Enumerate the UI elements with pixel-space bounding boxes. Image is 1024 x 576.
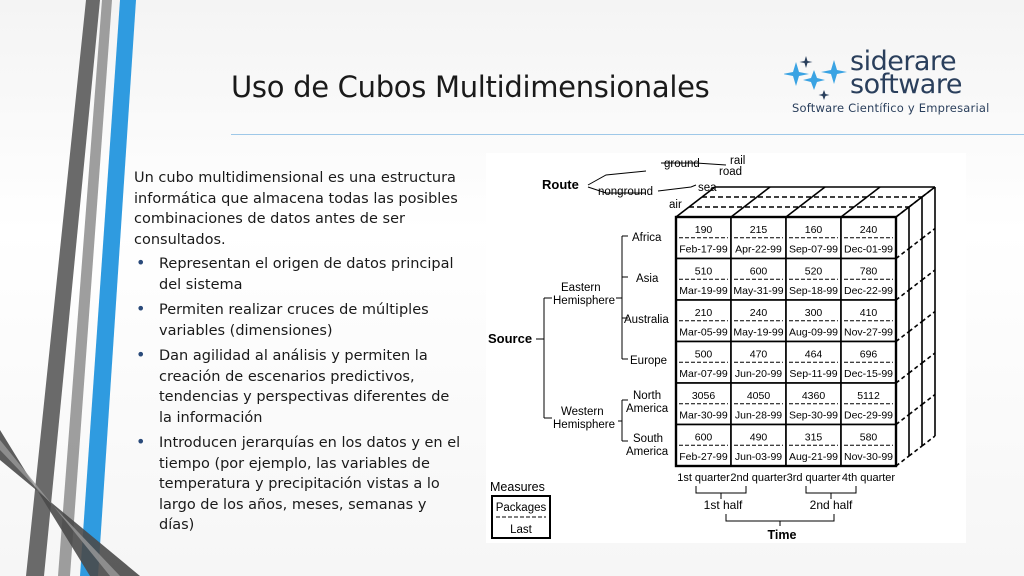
region-australia: Australia [624, 314, 669, 326]
logo-wordmark-line2: software [850, 69, 962, 100]
cell-last-date: Mar-19-99 [679, 285, 728, 297]
region-north-america: America [626, 403, 669, 415]
cell-packages-value: 300 [804, 306, 823, 319]
cell-last-date: Feb-27-99 [679, 451, 728, 463]
measures-label: Measures [490, 480, 545, 494]
time-bracket [726, 514, 834, 526]
bullet-text: Introducen jerarquías en los datos y en el tiempo (por ejemplo, las variables de temperatura y precipitación vistas a lo largo de los años, meses, semanas y días) [159, 435, 461, 533]
intro-paragraph: Un cubo multidimensional es una estructura informática que almacena todas las posibles combinaciones de datos antes de ser consultados. [134, 170, 458, 248]
cell-packages-value: 210 [694, 306, 713, 319]
route-nonground: nonground [598, 186, 653, 198]
cube-edge [896, 290, 909, 300]
cube-edge [922, 436, 935, 446]
cell-last-date: Jun-28-99 [734, 409, 783, 422]
company-logo [782, 46, 990, 120]
cube-edge [689, 197, 702, 207]
cube-edge [909, 405, 922, 415]
logo-wordmark-line1: siderare [850, 46, 957, 77]
cube-edge [799, 197, 812, 207]
cell-last-date: Dec-01-99 [843, 243, 894, 256]
cell-packages-value: 780 [859, 265, 878, 278]
source-group-western: Hemisphere [553, 419, 615, 431]
source-label: Source [488, 331, 533, 346]
logo-tagline: Software Científico y Empresarial [792, 101, 990, 115]
cube-edge [909, 322, 922, 332]
cell-last-date: Aug-21-99 [788, 451, 839, 463]
decorative-stripes [0, 0, 140, 576]
cell-packages-value: 315 [804, 431, 823, 444]
bullet-list [134, 254, 464, 536]
bullet-item [134, 254, 464, 295]
bullet-icon: • [136, 253, 146, 272]
route-air: air [669, 199, 682, 211]
cell-packages-value: 240 [749, 306, 768, 319]
region-europe: Europe [630, 355, 668, 367]
cell-last-date: Sep-07-99 [788, 243, 839, 256]
region-south-america: South [633, 433, 664, 445]
cell-packages-value: 3056 [691, 389, 716, 402]
cell-last-date: Sep-18-99 [788, 285, 839, 297]
cell-packages-value: 464 [804, 348, 823, 361]
cell-packages-value: 510 [694, 265, 713, 278]
cube-edge [841, 207, 854, 217]
region-south-america: America [626, 446, 669, 458]
cube-edge [922, 312, 935, 322]
cell-packages-value: 696 [859, 348, 878, 361]
region-north-america: North [633, 390, 662, 402]
cube-edge [867, 187, 880, 197]
cell-last-date: Aug-09-99 [788, 326, 839, 339]
bullet-text: Dan agilidad al análisis y permiten la creación de escenarios predictivos, tendencias y perspectivas diferentes de la información [159, 348, 450, 426]
bullet-item [134, 300, 464, 341]
bullet-text: Permiten realizar cruces de múltiples variables (dimensiones) [159, 302, 429, 339]
bullet-icon: • [136, 299, 146, 318]
cell-packages-value: 190 [694, 223, 713, 236]
cell-packages-value: 4050 [746, 389, 771, 402]
cell-last-date: Feb-17-99 [679, 243, 728, 256]
cell-packages-value: 600 [694, 431, 713, 444]
cell-packages-value: 500 [694, 348, 713, 361]
cell-last-date: Sep-11-99 [789, 368, 838, 380]
slide-title: Uso de Cubos Multidimensionales [231, 70, 710, 104]
route-road: road [719, 166, 743, 178]
cube-edge [896, 249, 909, 259]
cell-packages-value: 5112 [857, 389, 880, 402]
source-group-eastern: Eastern [561, 282, 601, 294]
eastern-bracket [616, 236, 628, 359]
route-branch [658, 185, 696, 191]
cube-edge [896, 332, 909, 342]
bullet-item [134, 346, 464, 428]
route-ground: ground [664, 158, 700, 170]
cell-packages-value: 490 [749, 431, 768, 444]
cell-packages-value: 470 [749, 348, 768, 361]
bullet-item [134, 433, 464, 536]
cube-edge [896, 415, 909, 425]
cell-packages-value: 410 [859, 306, 878, 319]
measure-last: Last [510, 524, 532, 536]
cell-packages-value: 240 [859, 223, 878, 236]
cell-last-date: Mar-07-99 [679, 368, 728, 380]
time-half: 2nd half [809, 498, 853, 512]
measure-packages: Packages [495, 502, 547, 514]
cell-packages-value: 4360 [801, 389, 826, 402]
cube-cells [676, 217, 896, 466]
cell-last-date: Nov-30-99 [843, 451, 894, 463]
cell-last-date: Sep-30-99 [788, 409, 839, 422]
route-rail: rail [730, 155, 746, 167]
olap-cube-diagram [486, 153, 966, 543]
body-text [134, 168, 464, 541]
cube-edge [909, 280, 922, 290]
cell-packages-value: 600 [749, 265, 768, 278]
cube-edge [757, 187, 770, 197]
time-label: Time [767, 528, 797, 542]
source-bracket [536, 298, 552, 418]
time-quarter: 4th quarter [841, 472, 896, 484]
source-group-western: Western [561, 406, 604, 418]
cube-edge [812, 187, 825, 197]
region-africa: Africa [632, 232, 662, 244]
cell-last-date: Mar-05-99 [679, 326, 728, 339]
cell-last-date: May-19-99 [733, 326, 784, 339]
route-branch [588, 171, 646, 185]
cube-edge [896, 456, 909, 466]
cell-last-date: Jun-20-99 [734, 368, 783, 380]
cube-edge [786, 207, 799, 217]
source-group-eastern: Hemisphere [553, 295, 615, 307]
cube-edge [922, 270, 935, 280]
cell-packages-value: 520 [804, 265, 823, 278]
stars-icon [784, 54, 850, 100]
bullet-icon: • [136, 345, 146, 364]
cell-last-date: Jun-03-99 [734, 451, 783, 463]
cell-last-date: Dec-22-99 [843, 285, 894, 297]
cell-last-date: May-31-99 [733, 285, 784, 297]
cube-figure [486, 153, 966, 543]
cube-edge [909, 446, 922, 456]
cube-edge [731, 207, 744, 217]
cell-last-date: Mar-30-99 [679, 409, 728, 422]
cube-edge [922, 395, 935, 405]
cube-edge [922, 229, 935, 239]
route-label: Route [542, 177, 579, 192]
cube-edge [909, 363, 922, 373]
cube-edge [854, 197, 867, 207]
cell-last-date: Dec-15-99 [843, 368, 894, 380]
cube-edge [922, 353, 935, 363]
time-quarter: 1st quarter [677, 472, 730, 484]
cell-last-date: Nov-27-99 [843, 326, 894, 339]
title-divider [231, 134, 1024, 135]
cell-packages-value: 215 [749, 223, 768, 236]
cube-edge [909, 239, 922, 249]
cell-packages-value: 580 [859, 431, 878, 444]
route-sea: sea [698, 182, 717, 194]
bullet-text: Representan el origen de datos principal del sistema [159, 256, 454, 293]
time-half: 1st half [703, 498, 743, 512]
cell-packages-value: 160 [804, 223, 823, 236]
cell-last-date: Dec-29-99 [843, 409, 894, 422]
time-quarter: 3rd quarter [786, 472, 841, 484]
region-asia: Asia [636, 273, 659, 285]
cube-edge [744, 197, 757, 207]
cell-last-date: Apr-22-99 [735, 243, 782, 256]
time-quarter: 2nd quarter [730, 472, 787, 484]
cube-edge [896, 373, 909, 383]
bullet-icon: • [136, 432, 146, 451]
